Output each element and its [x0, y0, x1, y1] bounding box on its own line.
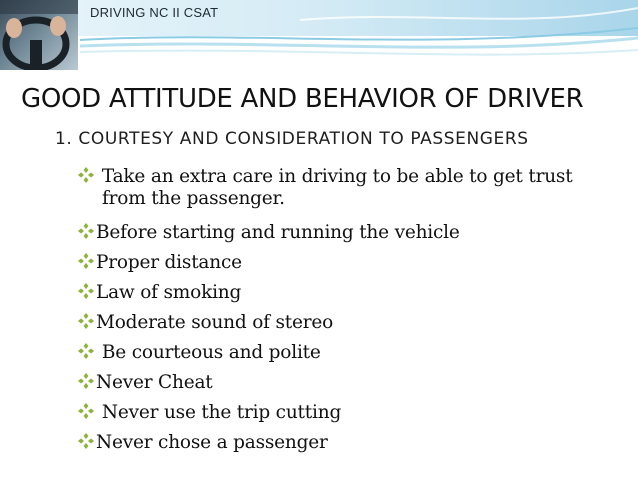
- bullet-text: Never chose a passenger: [96, 432, 328, 453]
- bullet-item: [78, 218, 618, 248]
- bullet-item: [78, 338, 618, 368]
- bullet-item: [78, 308, 618, 338]
- diamond-bullet-icon: [78, 223, 94, 239]
- header-band: [0, 0, 638, 70]
- bullet-text: Be courteous and polite: [101, 342, 321, 363]
- bullet-text: Moderate sound of stereo: [96, 312, 334, 333]
- header-title: DRIVING NC II CSAT: [90, 5, 219, 20]
- bullet-item: [78, 248, 618, 278]
- diamond-bullet-icon: [78, 167, 94, 183]
- diamond-bullet-icon: [78, 433, 94, 449]
- diamond-bullet-icon: [78, 403, 94, 419]
- slide-title: GOOD ATTITUDE AND BEHAVIOR OF DRIVER: [21, 84, 584, 114]
- bullet-item: [78, 278, 618, 308]
- bullet-text: Before starting and running the vehicle: [96, 222, 460, 243]
- bullet-item: [78, 398, 618, 428]
- bullet-text: Take an extra care in driving to be able to get trust from the passenger.: [101, 166, 573, 209]
- bullet-item: [78, 166, 602, 210]
- diamond-bullet-icon: [78, 313, 94, 329]
- driver-photo: [0, 0, 78, 70]
- bullet-text: Law of smoking: [96, 282, 242, 303]
- bullet-text: Proper distance: [96, 252, 242, 273]
- section-heading: 1. COURTESY AND CONSIDERATION TO PASSENGERS: [55, 129, 529, 149]
- bullet-text: Never Cheat: [96, 372, 213, 393]
- bullet-list: [78, 166, 618, 458]
- bullet-text: Never use the trip cutting: [101, 402, 342, 423]
- diamond-bullet-icon: [78, 343, 94, 359]
- diamond-bullet-icon: [78, 253, 94, 269]
- diamond-bullet-icon: [78, 373, 94, 389]
- diamond-bullet-icon: [78, 283, 94, 299]
- bullet-item: [78, 428, 618, 458]
- bullet-item: [78, 368, 618, 398]
